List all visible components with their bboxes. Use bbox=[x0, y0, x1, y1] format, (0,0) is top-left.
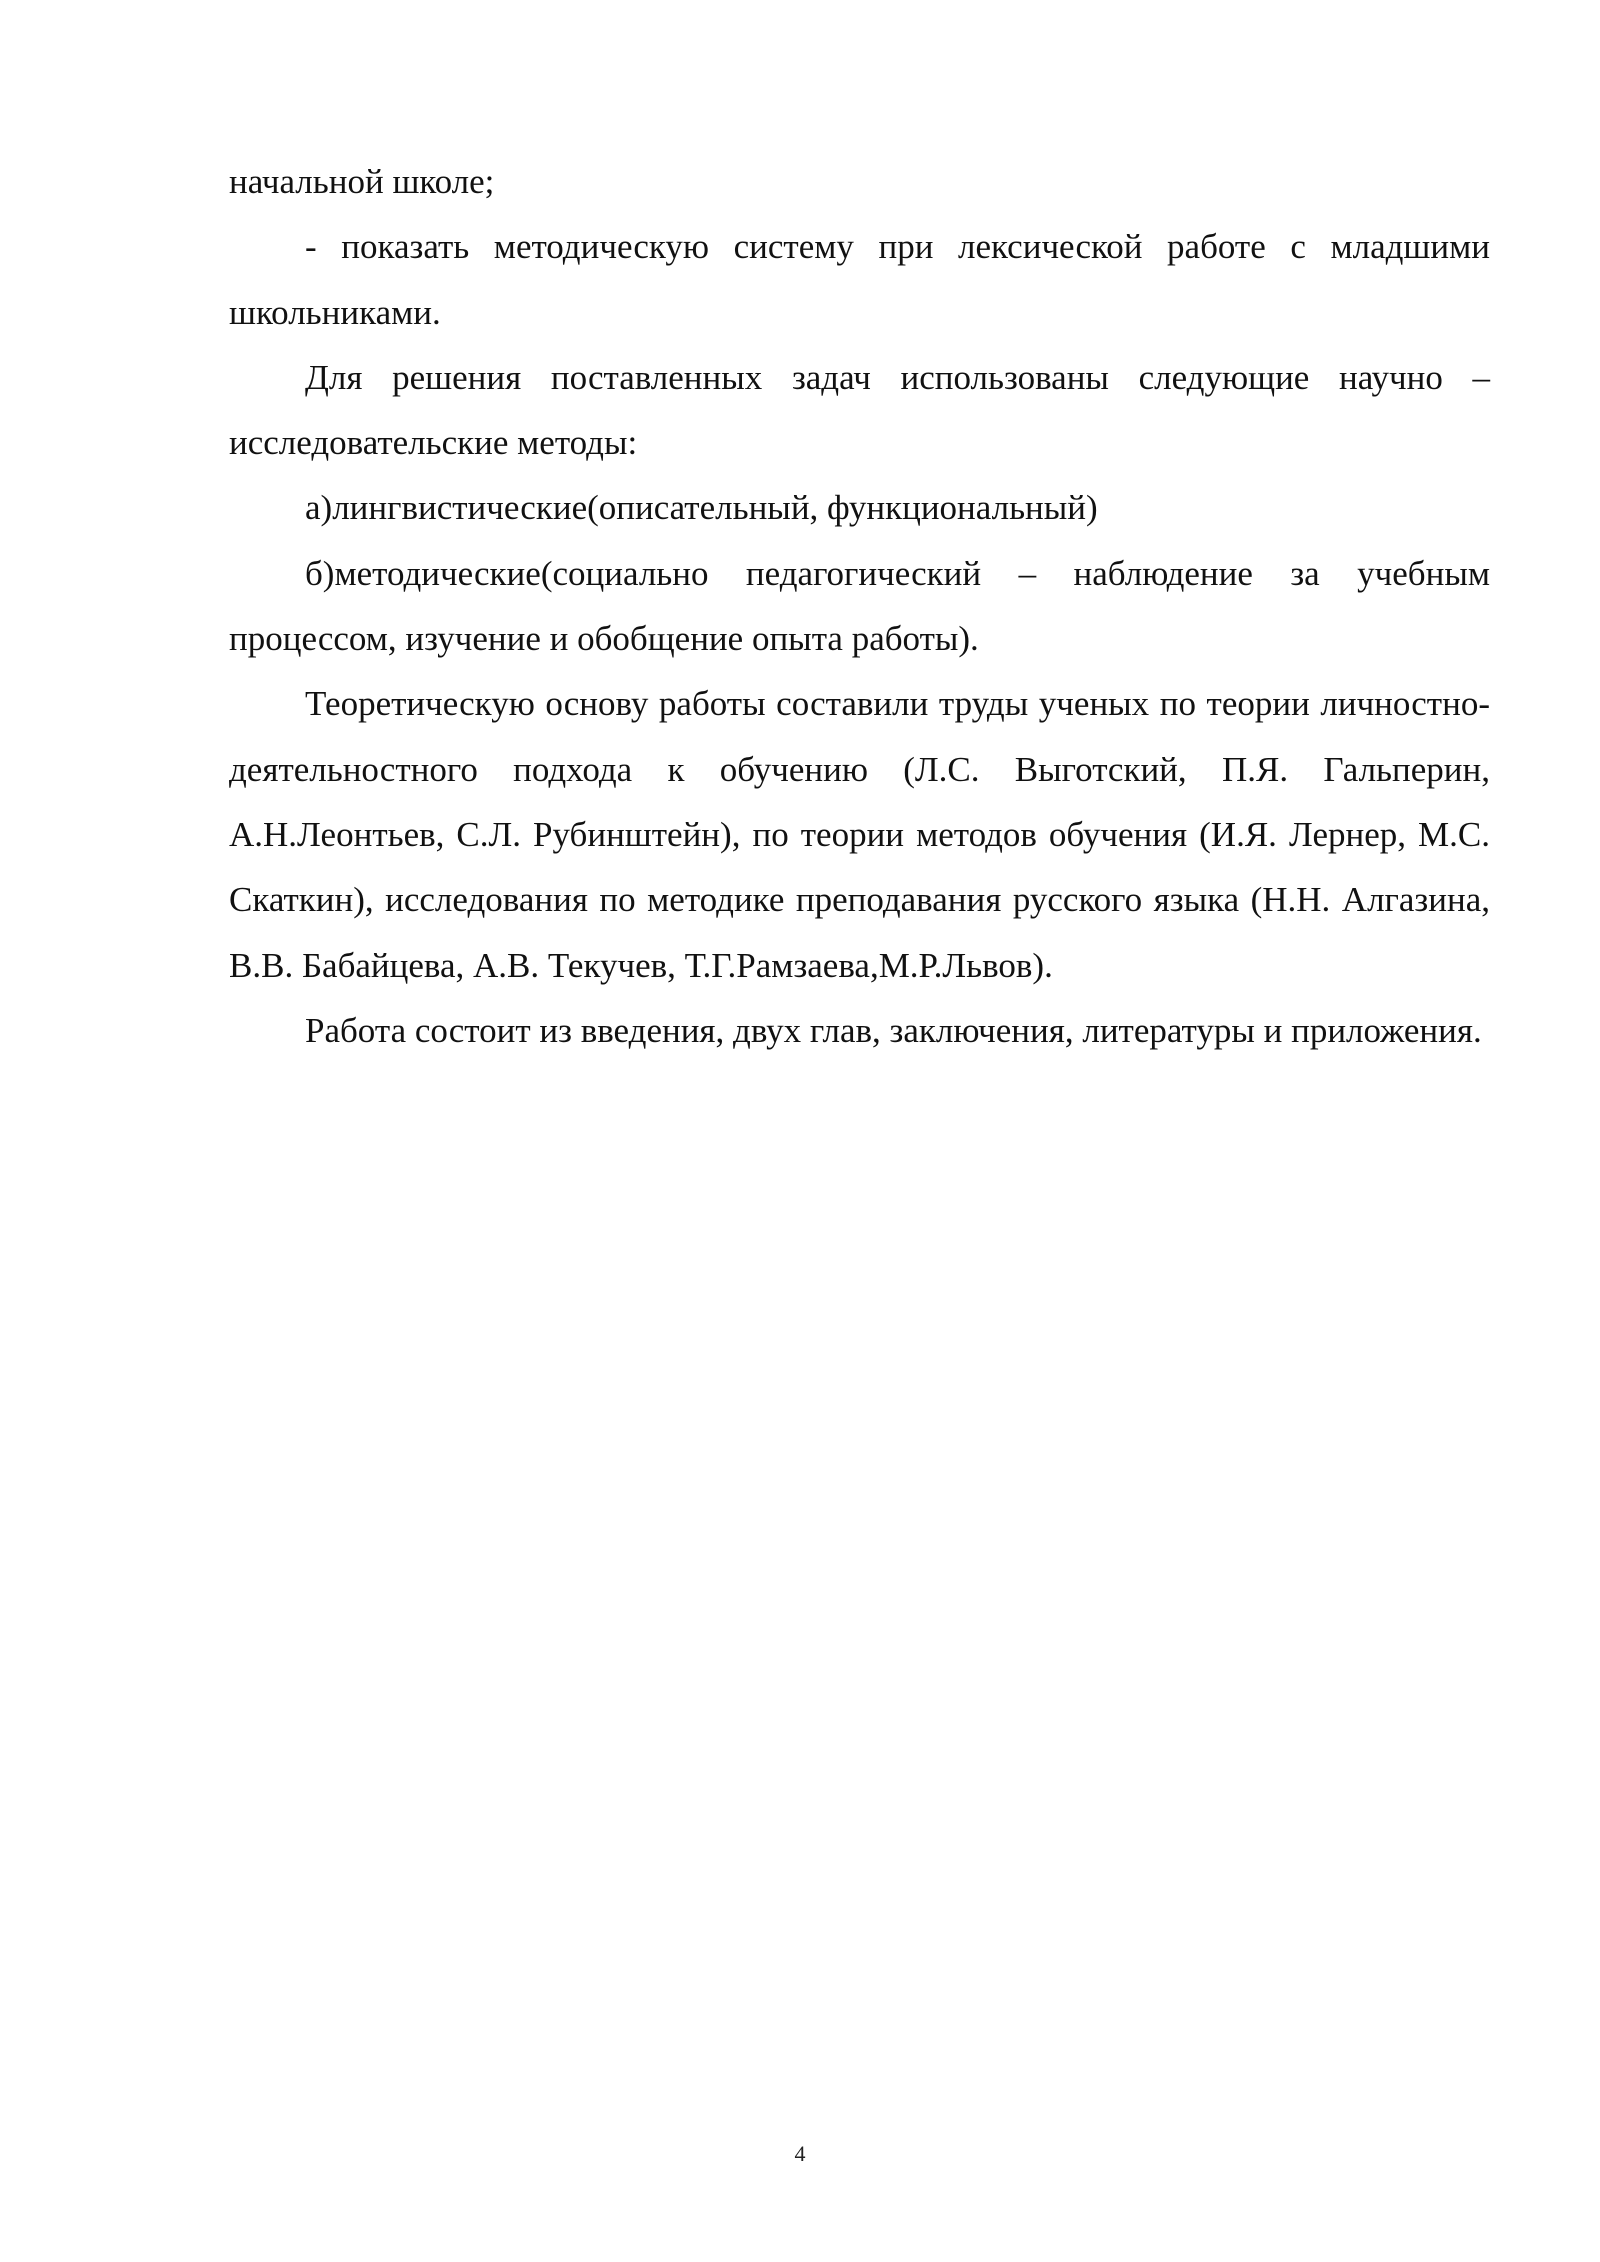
paragraph-methods-intro: Для решения поставленных задач использованы следующие научно – исследовательские методы: bbox=[229, 357, 1490, 463]
paragraph-method-methodical: б)методические(социально педагогический – наблюдение за учебным процессом, изучение и обобщение опыта работы). bbox=[229, 553, 1490, 659]
paragraph-continuation: начальной школе; bbox=[229, 162, 495, 201]
document-body bbox=[229, 149, 1490, 1063]
paragraph-task-item: - показать методическую систему при лексической работе с младшими школьниками. bbox=[229, 227, 1490, 332]
paragraph-theoretical-basis: Теоретическую основу работы составили труды ученых по теории личностно-деятельностного подхода к обучению (Л.С. Выготский, П.Я. Гальперин, А.Н.Леонтьев, С.Л. Рубинштейн), по теории методов обучения (И.Я. Лернер, М.С. Скаткин), исследования по методике преподавания русского языка (Н.Н. Алгазина, В.В. Бабайцева, А.В. Текучев, Т.Г.Рамзаева,М.Р.Львов). bbox=[229, 684, 1490, 985]
paragraph-structure: Работа состоит из введения, двух глав, заключения, литературы и приложения. bbox=[305, 1010, 1482, 1050]
page-number: 4 bbox=[794, 2141, 806, 2166]
paragraph-method-linguistic: а)лингвистические(описательный, функциональный) bbox=[305, 488, 1098, 528]
